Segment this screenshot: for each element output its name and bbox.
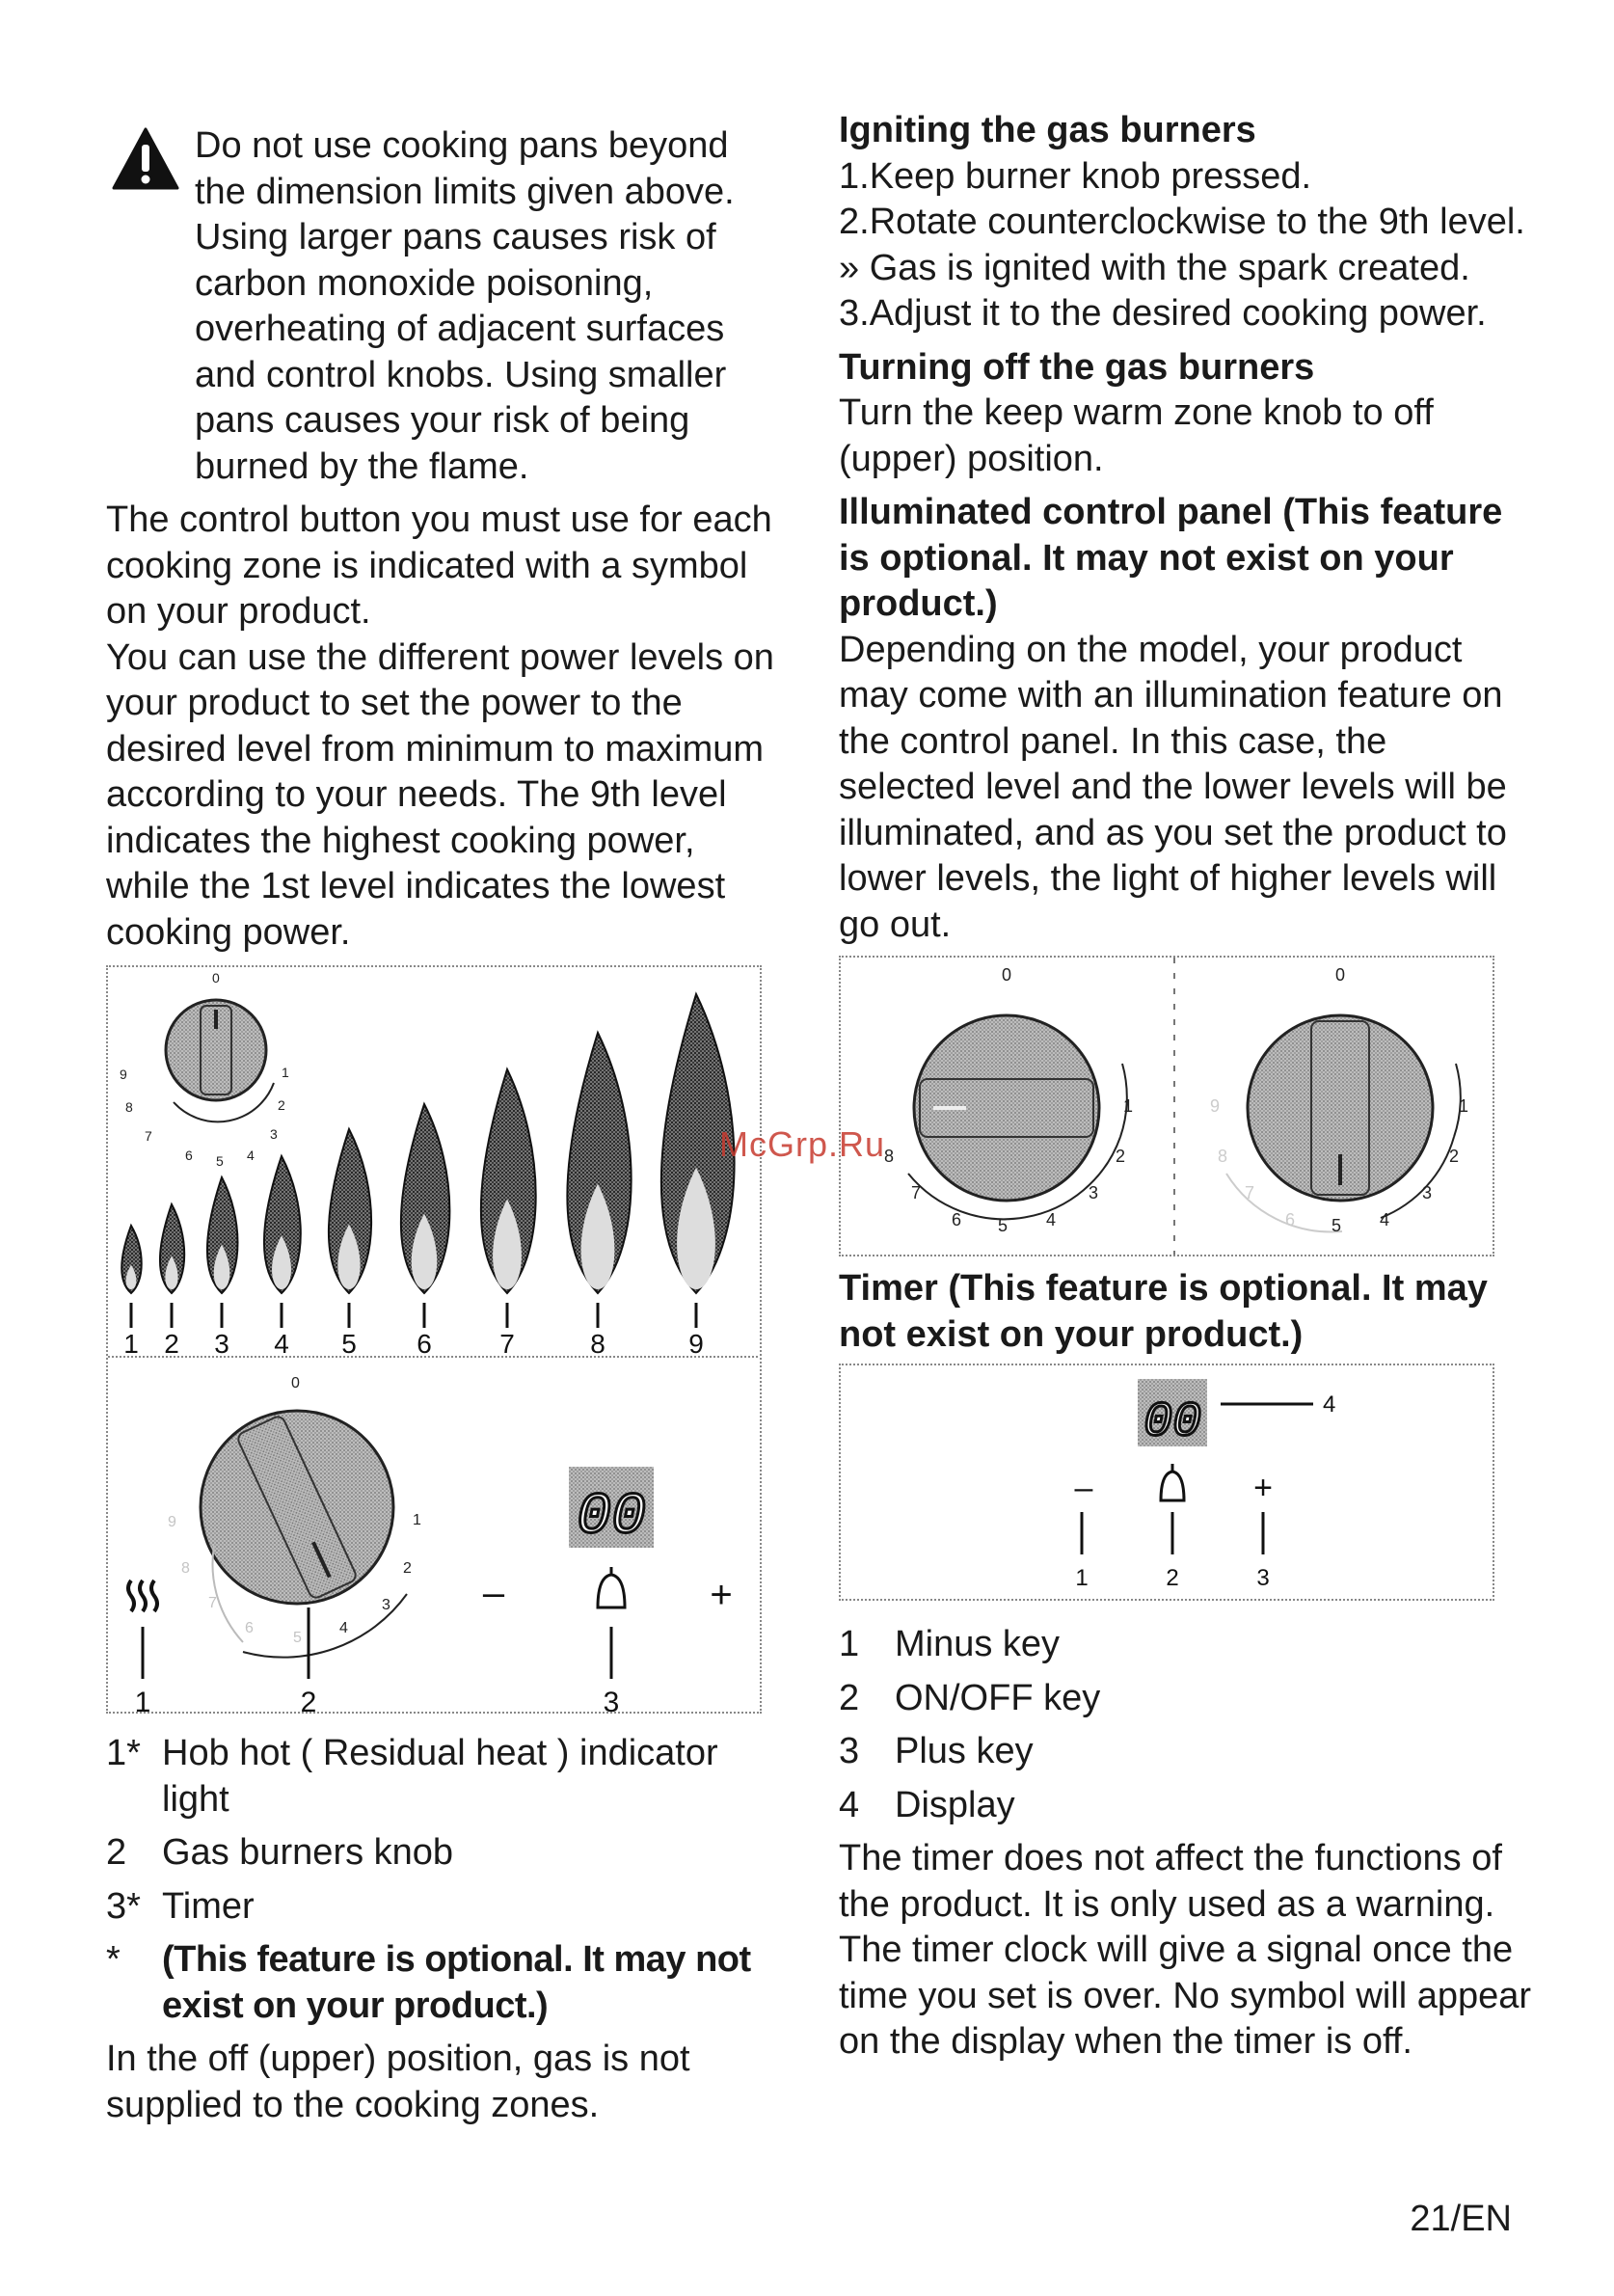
illum-right-num-8: 8 xyxy=(1217,1147,1228,1166)
key-item xyxy=(839,1676,1533,1722)
timer-plus: + xyxy=(710,1574,733,1616)
illum-left-num-0: 0 xyxy=(1001,965,1012,985)
legend-text: Hob hot ( Residual heat ) indicator light xyxy=(162,1733,718,1820)
knob-num-6: 6 xyxy=(185,1148,193,1163)
warning-triangle-icon xyxy=(112,127,179,191)
illum-right-num-4: 4 xyxy=(1379,1210,1390,1229)
timer-fig-label-1: 1 xyxy=(1075,1565,1089,1591)
flame-label-3: 3 xyxy=(214,1329,229,1359)
illuminated-text: Depending on the model, your product may come with an illumination feature on the control panel. In this case, the selected level and the lower levels will be illuminated, and as you set the product to lower levels, the light of higher levels will go out. xyxy=(839,629,1507,945)
off-position-paragraph: In the off (upper) position, gas is not supplied to the cooking zones. xyxy=(106,2039,690,2125)
illum-right-num-6: 6 xyxy=(1284,1210,1296,1229)
knob-num-3: 3 xyxy=(270,1126,278,1142)
knob2-num-0: 0 xyxy=(291,1375,300,1391)
knob-num-5: 5 xyxy=(216,1153,224,1169)
illum-right-num-3: 3 xyxy=(1421,1183,1433,1202)
knob2-num-1: 1 xyxy=(413,1512,421,1528)
key-num: 2 xyxy=(839,1677,860,1718)
timer-fig-label-4: 4 xyxy=(1323,1391,1336,1418)
ignite-step: 3.Adjust it to the desired cooking power. xyxy=(839,293,1487,334)
flame-label-7: 7 xyxy=(499,1329,515,1359)
knob2-num-3: 3 xyxy=(382,1597,390,1613)
knob2-num-8: 8 xyxy=(181,1560,190,1577)
burner-levels-figure xyxy=(106,965,762,1714)
key-num: 3 xyxy=(839,1731,860,1771)
page-number: 21/EN xyxy=(1410,2199,1512,2239)
knob-num-9: 9 xyxy=(120,1067,127,1082)
timer-heading: Timer (This feature is optional. It may not exist on your product.) xyxy=(839,1268,1488,1355)
illuminated-knobs-figure xyxy=(839,956,1494,1256)
figure1-legend xyxy=(106,1731,781,2029)
ignite-steps xyxy=(839,154,1533,338)
knob2-num-7: 7 xyxy=(208,1595,217,1611)
flame-label-1: 1 xyxy=(123,1329,139,1359)
knob-bottom xyxy=(201,1411,407,1658)
warning-block xyxy=(106,123,781,490)
legend-text: Timer xyxy=(162,1885,255,1927)
key-text: Plus key xyxy=(895,1731,1034,1771)
key-text: Minus key xyxy=(895,1624,1061,1664)
legend-item xyxy=(106,1731,781,1823)
illum-right-num-0: 0 xyxy=(1334,965,1346,985)
timer-figure xyxy=(839,1364,1494,1601)
knob-num-0: 0 xyxy=(212,970,220,986)
illum-left-num-1: 1 xyxy=(1122,1096,1134,1116)
knob-num-2: 2 xyxy=(278,1097,285,1113)
power-levels-paragraph: You can use the different power levels on your product to set the power to the desired level from minimum to maximum according to your needs. The 9th level indicates the highest cooking power, while the 1st level indicates the lowest cooking power. xyxy=(106,636,774,953)
turn-off-text: Turn the keep warm zone knob to off (upper) position. xyxy=(839,392,1434,479)
optional-note-mark: * xyxy=(106,1939,121,1980)
illum-left-num-2: 2 xyxy=(1115,1147,1126,1166)
bell-icon xyxy=(598,1567,625,1607)
key-text: ON/OFF key xyxy=(895,1677,1101,1718)
illum-left-num-6: 6 xyxy=(951,1210,962,1229)
legend-item xyxy=(106,1884,781,1931)
timer-fig-minus: – xyxy=(1074,1470,1093,1506)
burner-levels-diagram xyxy=(108,967,760,1712)
ignite-heading: Igniting the gas burners xyxy=(839,110,1256,150)
illuminated-knobs-diagram xyxy=(841,958,1493,1255)
illum-right-num-7: 7 xyxy=(1244,1183,1255,1202)
illum-left-num-8: 8 xyxy=(883,1147,895,1166)
timer-fig-plus: + xyxy=(1253,1470,1273,1506)
timer-diagram xyxy=(841,1365,1493,1599)
flame-label-5: 5 xyxy=(341,1329,357,1359)
ignite-step: 1.Keep burner knob pressed. xyxy=(839,155,1312,197)
key-num: 1 xyxy=(839,1624,860,1664)
timer-keys-legend xyxy=(839,1622,1533,1828)
callout-3: 3 xyxy=(603,1687,620,1712)
timer-fig-digits: 00 xyxy=(1143,1395,1202,1450)
illum-left-num-5: 5 xyxy=(997,1216,1009,1235)
knob2-num-6: 6 xyxy=(245,1620,254,1636)
right-column xyxy=(839,108,1533,2066)
knob2-num-4: 4 xyxy=(339,1620,348,1636)
turn-off-heading: Turning off the gas burners xyxy=(839,346,1315,388)
timer-fig-bell-icon xyxy=(1161,1464,1184,1500)
knob-top xyxy=(166,1000,274,1121)
knob2-num-2: 2 xyxy=(403,1560,412,1577)
flame-label-6: 6 xyxy=(417,1329,432,1359)
timer-fig-label-2: 2 xyxy=(1166,1565,1179,1591)
knob-num-4: 4 xyxy=(247,1148,255,1163)
knob-num-1: 1 xyxy=(282,1065,289,1080)
timer-display-digits: 00 xyxy=(576,1485,647,1551)
illum-right-num-9: 9 xyxy=(1209,1096,1221,1116)
optional-note-text: (This feature is optional. It may not exist on your product.) xyxy=(162,1939,751,2026)
key-text: Display xyxy=(895,1784,1015,1825)
knob-num-7: 7 xyxy=(145,1128,152,1144)
legend-text: Gas burners knob xyxy=(162,1832,454,1873)
legend-num: 2 xyxy=(106,1832,127,1873)
knob-num-8: 8 xyxy=(125,1099,133,1115)
residual-heat-icon xyxy=(128,1580,157,1611)
left-column xyxy=(106,123,781,2128)
ignite-step: » Gas is ignited with the spark created. xyxy=(839,247,1470,288)
illuminated-heading: Illuminated control panel (This feature is optional. It may not exist on your product.) xyxy=(839,492,1503,624)
control-button-paragraph: The control button you must use for each cooking zone is indicated with a symbol on your product. xyxy=(106,500,772,632)
illum-left-num-4: 4 xyxy=(1045,1210,1057,1229)
illum-left-num-7: 7 xyxy=(910,1183,922,1202)
timer-minus: – xyxy=(482,1572,505,1614)
callout-2: 2 xyxy=(300,1687,317,1712)
legend-num: 3* xyxy=(106,1885,141,1927)
illum-right-num-1: 1 xyxy=(1458,1096,1469,1116)
optional-note xyxy=(106,1937,781,2029)
legend-item xyxy=(106,1830,781,1877)
flame-label-8: 8 xyxy=(590,1329,605,1359)
flame-label-9: 9 xyxy=(688,1329,704,1359)
illum-right-num-2: 2 xyxy=(1448,1147,1460,1166)
illum-left-num-3: 3 xyxy=(1088,1183,1099,1202)
callout-1: 1 xyxy=(134,1687,151,1712)
key-item xyxy=(839,1622,1533,1668)
key-num: 4 xyxy=(839,1784,860,1825)
flame-label-4: 4 xyxy=(274,1329,289,1359)
key-item xyxy=(839,1729,1533,1775)
watermark: McGrp.Ru xyxy=(719,1124,886,1164)
key-item xyxy=(839,1783,1533,1829)
knob2-num-5: 5 xyxy=(293,1630,302,1646)
illum-right-num-5: 5 xyxy=(1331,1216,1342,1235)
flame-label-2: 2 xyxy=(164,1329,179,1359)
timer-fig-label-3: 3 xyxy=(1256,1565,1270,1591)
warning-text: Do not use cooking pans beyond the dimension limits given above. Using larger pans causes risk of carbon monoxide poisoning, overheating of adjacent surfaces and control knobs. Using smaller pans causes your risk of being burned by the flame. xyxy=(195,125,735,487)
knob2-num-9: 9 xyxy=(168,1514,176,1530)
ignite-step: 2.Rotate counterclockwise to the 9th level. xyxy=(839,202,1525,242)
legend-num: 1* xyxy=(106,1733,141,1773)
timer-text: The timer does not affect the functions of the product. It is only used as a warning. The timer clock will give a signal once the time you set is over. No symbol will appear on the display when the timer is off. xyxy=(839,1838,1532,2062)
